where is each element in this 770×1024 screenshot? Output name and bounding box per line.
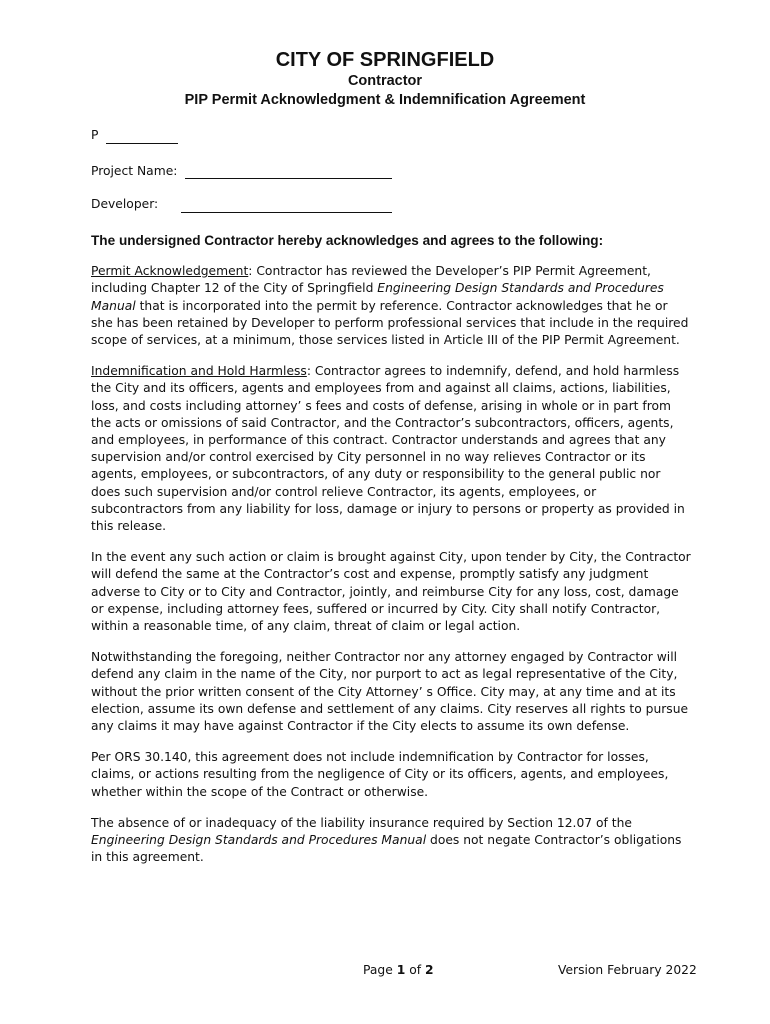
permit-text-2: that is incorporated into the permit by reference. Contractor acknowledges that he or she has been retained by Developer to perform professional services that include in the required scope of services, at a minimum, those services listed in Article III of the PIP Permit Agreement.: [91, 298, 689, 348]
page-of: of: [409, 963, 422, 977]
page-total: 2: [424, 963, 434, 977]
permit-acknowledgement-paragraph: [91, 263, 691, 349]
page-word: Page: [363, 963, 393, 977]
permit-number-blank[interactable]: [106, 143, 178, 144]
version-label: Version February 2022: [558, 963, 697, 977]
developer-label: Developer:: [91, 197, 159, 211]
defense-paragraph: In the event any such action or claim is brought against City, upon tender by City, the Contractor will defend the same at the Contractor’s cost and expense, promptly satisfy any judgment adverse to City or to City and Contractor, jointly, and reimburse City for any loss, cost, damage or expense, including attorney fees, suffered or incurred by City. City shall notify Contractor, within a reasonable time, of any claim, threat of claim or legal action.: [91, 550, 691, 634]
permit-number-label: P: [91, 128, 99, 142]
page-current: 1: [396, 963, 406, 977]
indemnification-text: : Contractor agrees to indemnify, defend, and hold harmless the City and its officers, agents and employees from and against all claims, actions, liabilities, loss, and costs including attorney’ s fees and costs of defense, arising in whole or in part from the acts or omissions of said Contractor, and the Contractor’s subcontractors, officers, agents, and employees, in performance of this contract. Contractor understands and agrees that any supervision and/or control exercised by City personnel in no way relieves Contractor or its agents, employees, or subcontractors, of any duty or responsibility to the general public nor does such supervision and/or control relieve Contractor, its agents, employees, or subcontractors from any liability for loss, damage or injury to persons or property as provided in this release.: [91, 364, 685, 534]
permit-manual-title: Engineering Design Standards and Procedures Manual: [91, 281, 664, 313]
ors-paragraph: Per ORS 30.140, this agreement does not include indemnification by Contractor for losses, claims, or actions resulting from the negligence of City or its officers, agents, and employees, whether within the scope of the Contract or otherwise.: [91, 750, 669, 799]
indemnification-paragraph: [91, 363, 691, 535]
insurance-manual-title: Engineering Design Standards and Procedures Manual: [91, 833, 427, 848]
page-number: [363, 963, 434, 977]
insurance-paragraph: [91, 815, 691, 867]
insurance-text-1: The absence of or inadequacy of the liability insurance required by Section 12.07 of the: [91, 815, 632, 830]
permit-text-1: : Contractor has reviewed the Developer’s PIP Permit Agreement, including Chapter 12 of the City of Springfield: [91, 264, 651, 296]
document-title: CITY OF SPRINGFIELD: [275, 49, 495, 71]
agreement-body: [91, 232, 691, 881]
project-name-label: Project Name:: [91, 164, 178, 178]
document-subtitle-contractor: Contractor: [347, 73, 423, 89]
insurance-text-2: does not negate Contractor’s obligations in this agreement.: [91, 833, 682, 865]
notwithstanding-paragraph: Notwithstanding the foregoing, neither Contractor nor any attorney engaged by Contractor will defend any claim in the name of the City, nor purport to act as legal representative of the City, without the prior written consent of the City Attorney’ s Office. City may, at any time and at its election, assume its own defense and settlement of any claims. City reserves all rights to pursue any claims it may have against Contractor if the City elects to assume its own defense.: [91, 650, 689, 734]
developer-blank[interactable]: [181, 212, 392, 213]
permit-number-field: [91, 128, 98, 142]
developer-field: [91, 197, 158, 211]
permit-acknowledgement-heading: Permit Acknowledgement: [91, 264, 249, 279]
lead-statement: The undersigned Contractor hereby acknowledges and agrees to the following:: [91, 233, 604, 248]
project-name-blank[interactable]: [185, 178, 392, 179]
indemnification-heading: Indemnification and Hold Harmless: [91, 364, 307, 379]
document-subtitle-agreement: PIP Permit Acknowledgment & Indemnification Agreement: [184, 92, 586, 108]
project-name-field: [91, 164, 177, 178]
